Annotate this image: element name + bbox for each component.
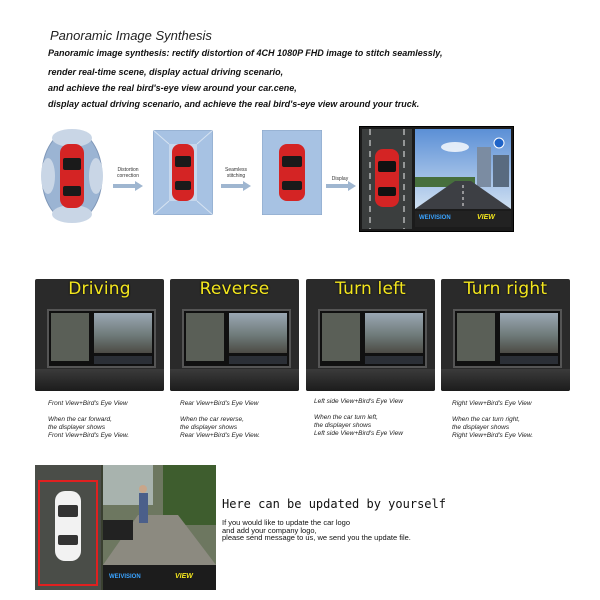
caption-line: the displayer shows — [452, 424, 510, 431]
description-line-3: and achieve the real bird's-eye view around your car.cene, — [48, 83, 297, 93]
display-preview — [359, 126, 514, 232]
mode-card-reverse — [170, 279, 299, 391]
display-toolbar — [415, 211, 511, 227]
update-line-3: please send message to us, we send you the update file. — [222, 533, 411, 542]
view-badge: VIEW — [175, 573, 193, 580]
mode-title: Reverse — [199, 279, 270, 299]
birds-eye-view-panel — [362, 129, 412, 229]
caption-line: Right View+Bird's Eye View. — [452, 432, 534, 439]
brand-logo: WEIVISION — [419, 215, 451, 221]
mode-title: Turn right — [463, 279, 548, 299]
caption-line: When the car reverse, — [180, 416, 244, 423]
caption-line: Front View+Bird's Eye View. — [48, 432, 130, 439]
description-line-2: render real-time scene, display actual driving scenario, — [48, 67, 284, 77]
update-text — [222, 519, 411, 542]
arrow-right-icon — [221, 181, 251, 191]
caption-driving — [48, 400, 129, 440]
arrow-label-distortion: Distortion correction — [117, 167, 139, 179]
front-camera-panel — [415, 129, 511, 209]
update-heading: Here can be updated by yourself — [222, 497, 446, 511]
caption-title: Rear View+Bird's Eye View — [180, 400, 259, 407]
arrow-right-icon — [326, 181, 356, 191]
caption-line: the displayer shows — [48, 424, 106, 431]
arrow-label-display: Display — [331, 176, 349, 182]
street-camera-view — [103, 465, 216, 565]
caption-line: When the car forward, — [48, 416, 112, 423]
view-badge: VIEW — [477, 214, 495, 221]
caption-line: When the car turn right, — [452, 416, 520, 423]
description-line-4: display actual driving scenario, and achieve the real bird's-eye view around your truck. — [48, 99, 420, 109]
brand-logo: WEIVISION — [109, 574, 141, 580]
update-toolbar — [103, 565, 216, 590]
mode-card-turn-right — [441, 279, 570, 391]
caption-title: Right View+Bird's Eye View — [452, 400, 532, 407]
arrow-label-stitching: Seamless stitching — [225, 167, 247, 179]
update-line-1: If you would like to update the car logo — [222, 518, 350, 527]
mode-card-turn-left — [306, 279, 435, 391]
update-line-2: and add your company logo, — [222, 525, 317, 535]
caption-line: the displayer shows — [314, 422, 372, 429]
mode-card-driving — [35, 279, 164, 391]
caption-title: Left side View+Bird's Eye View — [314, 398, 403, 405]
seamless-stitching-illustration — [262, 130, 322, 215]
arrow-right-icon — [113, 181, 143, 191]
description-line-1: Panoramic image synthesis: rectify distortion of 4CH 1080P FHD image to stitch seamlessly, — [48, 48, 443, 58]
caption-line: the displayer shows — [180, 424, 238, 431]
caption-title: Front View+Bird's Eye View — [48, 400, 128, 407]
distortion-correction-illustration — [153, 130, 213, 215]
camera-coverage-illustration — [40, 126, 105, 226]
caption-line: Rear View+Bird's Eye View. — [180, 432, 260, 439]
mode-title: Driving — [68, 279, 131, 299]
caption-line: When the car turn left, — [314, 414, 378, 421]
page-heading: Panoramic Image Synthesis — [50, 28, 212, 43]
caption-reverse — [180, 400, 260, 440]
mode-title: Turn left — [335, 279, 406, 299]
caption-turn-right — [452, 400, 533, 440]
update-preview-image — [35, 465, 216, 590]
caption-line: Left side View+Bird's Eye View — [314, 430, 403, 437]
birds-eye-white-car — [35, 465, 101, 590]
caption-turn-left — [314, 398, 403, 438]
